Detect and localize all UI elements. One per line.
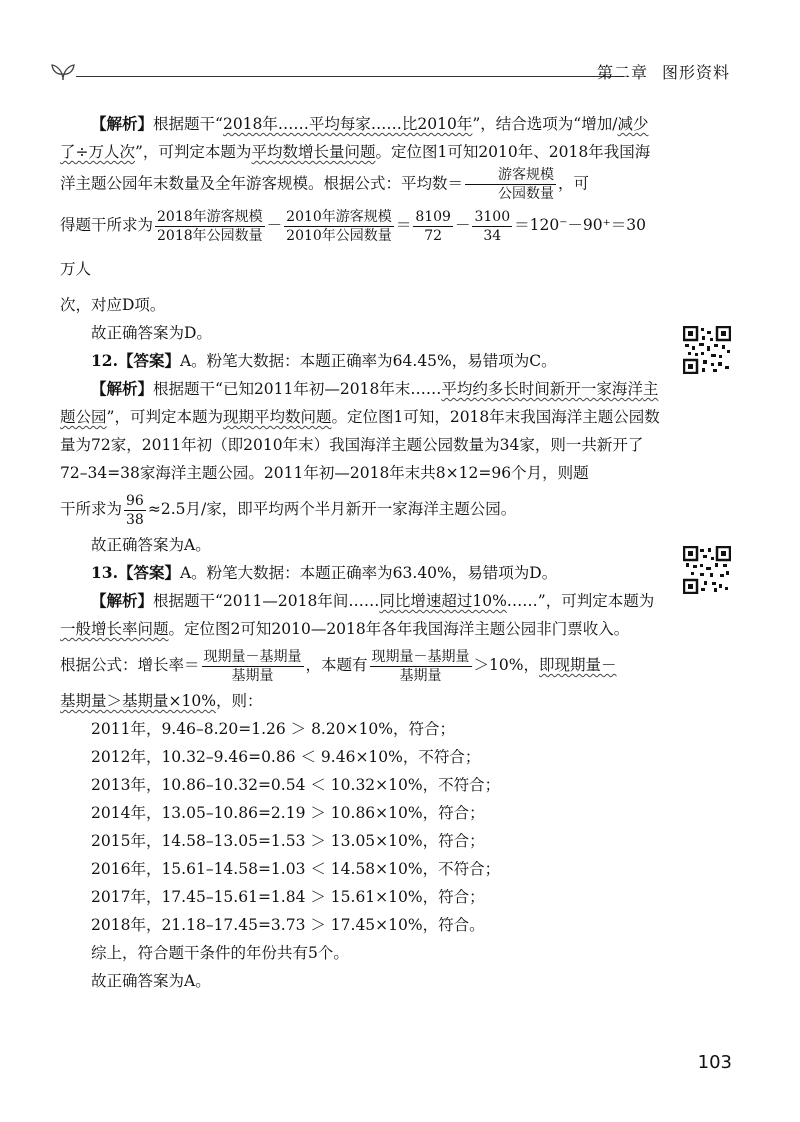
year-row: 2018年，21.18–17.45=3.73 ＞ 17.45×10%，符合。 <box>91 916 485 934</box>
q13-summary: 综上，符合题干条件的年份共有5个。 <box>91 944 349 962</box>
numerator: 2010年游客规模 <box>286 208 392 225</box>
analysis-tag: 【解析】 <box>91 114 154 133</box>
section-label: 图形资料 <box>661 63 730 82</box>
denominator: 72 <box>424 227 443 244</box>
denominator: 34 <box>483 227 502 244</box>
text: ≈2.5月/家，即平均两个半月新开一家海洋主题公园。 <box>147 500 517 518</box>
text: 共新开了72–34=38家海洋主题公园。2011年初—2018年末共8×12=96个月，则题 <box>60 436 644 482</box>
page-header <box>50 58 740 88</box>
text: ”，结合选项为“增加/ <box>472 115 618 133</box>
keyword: 一般增长率问题 <box>60 620 169 638</box>
denominator: 基期量 <box>399 667 442 684</box>
text: ＝120⁻－90⁺＝30 万人 <box>60 216 647 278</box>
text: ＞10%， <box>473 656 539 674</box>
qr-code-icon[interactable] <box>683 326 731 374</box>
fraction <box>284 208 394 245</box>
text: 根据题干“ <box>153 115 223 133</box>
text: 。定位图1可知，2018年末我国海洋主题 <box>331 408 614 426</box>
text: ……”，可判定本题 <box>506 592 639 610</box>
q11-analysis <box>60 110 660 203</box>
chapter-title <box>597 60 730 83</box>
text: 公园数量为72家，2011年初（即2010年末）我国海洋主题公园数量为34家，则一 <box>60 408 660 454</box>
keyword: 减少了÷万人次 <box>60 115 649 161</box>
text: ”，可判定本题为 <box>135 143 252 161</box>
text: 为 <box>638 592 655 610</box>
keyword: 即现期量－ <box>539 656 617 674</box>
keyword: 平均数增长量问题 <box>251 143 376 161</box>
formula-lhs: 增长率＝ <box>137 656 200 674</box>
fraction <box>370 648 472 685</box>
text: 。定位图1可知2010年、2018 <box>375 143 589 161</box>
text: ，本题有 <box>305 656 368 674</box>
text: A。粉笔大数据：本题正确率为64.45%，易错项为C。 <box>179 352 557 370</box>
analysis-tag: 【解析】 <box>91 379 154 398</box>
text: ”，可判定本题为 <box>106 408 223 426</box>
text: 。定位图2可知2010—2018年各年我国海洋主题公园非门票收入。 <box>168 620 630 638</box>
text: 根据题干“2011—2018年间…… <box>153 592 380 610</box>
year-row: 2014年，13.05–10.86=2.19 ＞ 10.86×10%，符合； <box>91 804 485 822</box>
operator: ＝ <box>395 216 412 234</box>
keyword: 基期量＞基期量×10% <box>60 692 216 710</box>
numerator: 8109 <box>415 208 451 225</box>
fraction <box>124 492 146 529</box>
formula-fraction <box>465 166 556 203</box>
q12-calc <box>60 487 660 531</box>
q11-line-end: 次，对应D项。 <box>60 296 166 314</box>
numerator: 2018年游客规模 <box>157 208 263 225</box>
year-row: 2013年，10.86–10.32=0.54 ＜ 10.32×10%，不符合； <box>91 776 501 794</box>
text: 根据公式： <box>60 656 138 674</box>
denominator: 38 <box>126 511 144 528</box>
formula-lhs: 平均数＝ <box>401 174 464 193</box>
year-row: 2011年，9.46–8.20=1.26 ＞ 8.20×10%，符合； <box>91 720 456 738</box>
text: 根据题干“已知2011年初—2018年末…… <box>153 380 442 398</box>
keyword: 主题公园 <box>60 380 659 426</box>
year-row: 2017年，17.45–15.61=1.84 ＞ 15.61×10%，符合； <box>91 888 485 906</box>
fraction <box>472 208 512 245</box>
text: 干所求为 <box>60 500 123 518</box>
text: A。粉笔大数据：本题正确率为63.40%，易错项为D。 <box>179 564 558 582</box>
q12-answer: 故正确答案为A。 <box>91 536 211 554</box>
chapter-label: 第二章 <box>596 63 648 82</box>
q11-answer: 故正确答案为D。 <box>91 324 212 342</box>
q13-answer: 故正确答案为A。 <box>91 972 211 990</box>
qr-code-icon[interactable] <box>683 546 731 594</box>
header-rule <box>76 76 624 77</box>
answer-tag: 12.【答案】 <box>91 351 180 370</box>
text: ，则： <box>215 692 263 710</box>
numerator: 3100 <box>474 208 511 225</box>
fraction <box>155 208 265 245</box>
numerator: 现期量－基期量 <box>203 648 302 665</box>
denominator: 2018年公园数量 <box>157 227 263 244</box>
text: 得题干所求为 <box>60 216 154 234</box>
q13-formula-cont <box>60 687 660 715</box>
denominator: 公园数量 <box>498 186 555 202</box>
page-number: 103 <box>697 1052 732 1073</box>
numerator: 96 <box>126 492 144 509</box>
year-row: 2016年，15.61–14.58=1.03 ＜ 14.58×10%，不符合； <box>91 860 501 878</box>
keyword: 现期平均数问题 <box>222 408 332 426</box>
leaf-icon <box>50 58 76 84</box>
main-text <box>60 110 660 995</box>
q13-analysis <box>60 587 660 643</box>
denominator: 2010年公园数量 <box>286 227 392 244</box>
operator: － <box>454 216 471 234</box>
q13-year-rows <box>60 715 660 939</box>
year-row: 2012年，10.32–9.46=0.86 ＜ 9.46×10%，不符合； <box>91 748 481 766</box>
text: ，可 <box>558 174 590 193</box>
q11-calc <box>60 203 660 291</box>
numerator: 现期量－基期量 <box>371 648 470 665</box>
text: 年我国海洋主题公园年末数量及全年游客规模。根据公式： <box>60 143 651 193</box>
year-row: 2015年，14.58–13.05=1.53 ＞ 13.05×10%，符合； <box>91 832 485 850</box>
operator: － <box>266 216 283 234</box>
q13-formula <box>60 643 660 687</box>
fraction <box>413 208 453 245</box>
q12-analysis <box>60 375 660 487</box>
analysis-tag: 【解析】 <box>91 591 154 610</box>
answer-tag: 13.【答案】 <box>91 563 180 582</box>
numerator: 游客规模 <box>465 166 556 185</box>
q13-answer-line <box>60 559 660 587</box>
fraction <box>202 648 304 685</box>
keyword: 2018年……平均每家……比2010年 <box>222 115 473 133</box>
keyword: 平均约多长时间新开一家海洋 <box>441 380 643 398</box>
keyword: 同比增速超过10% <box>379 592 507 610</box>
denominator: 基期量 <box>231 667 274 684</box>
q12-answer-line <box>60 347 660 375</box>
